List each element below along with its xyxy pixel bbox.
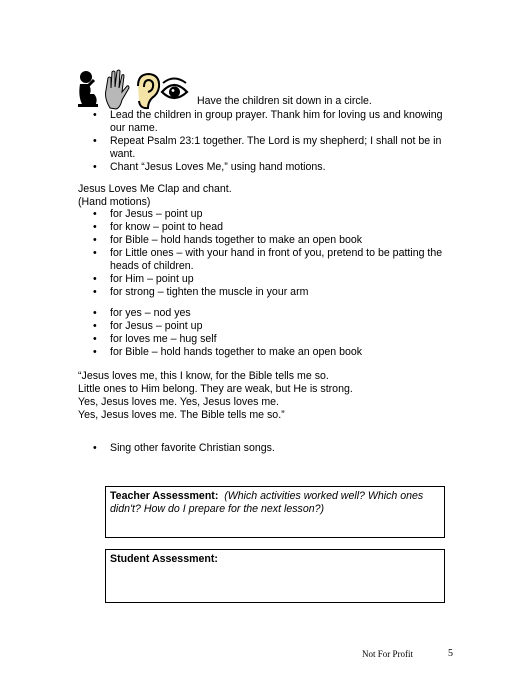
list-item: • Repeat Psalm 23:1 together. The Lord is my shepherd; I shall not be in want. bbox=[93, 135, 453, 161]
hand-motions-list-2 bbox=[93, 307, 453, 359]
heading-text: Jesus Loves Me Clap and chant. bbox=[78, 183, 232, 195]
footer-note: Not For Profit bbox=[362, 649, 414, 659]
list-item: • Chant “Jesus Loves Me,” using hand motions. bbox=[93, 161, 453, 174]
list-item: • for yes – nod yes bbox=[93, 307, 453, 320]
list-item: • for Him – point up bbox=[93, 273, 453, 286]
subheading-text: (Hand motions) bbox=[78, 196, 151, 208]
lyric-line: Yes, Jesus loves me. The Bible tells me so.” bbox=[78, 409, 285, 421]
closing-bullets bbox=[93, 442, 453, 455]
list-item: • for Little ones – with your hand in front of you, pretend to be patting the heads of children. bbox=[93, 247, 453, 273]
ear-icon bbox=[138, 74, 159, 108]
song-lyrics bbox=[78, 370, 458, 422]
list-item: • for Jesus – point up bbox=[93, 320, 453, 333]
activity-icons bbox=[76, 68, 188, 110]
student-assessment-box[interactable] bbox=[105, 549, 445, 603]
list-item: • for know – point to head bbox=[93, 221, 453, 234]
student-assessment-label: Student Assessment: bbox=[110, 553, 218, 565]
intro-instruction: Have the children sit down in a circle. bbox=[197, 95, 372, 107]
lyric-line: “Jesus loves me, this I know, for the Bible tells me so. bbox=[78, 370, 329, 382]
eye-icon bbox=[162, 79, 187, 99]
list-item: • for Bible – hold hands together to make an open book bbox=[93, 234, 453, 247]
hand-icon bbox=[106, 70, 130, 109]
page-number: 5 bbox=[448, 648, 453, 659]
list-item: • Sing other favorite Christian songs. bbox=[93, 442, 453, 455]
praying-child-icon bbox=[78, 71, 98, 107]
lyric-line: Little ones to Him belong. They are weak, but He is strong. bbox=[78, 383, 353, 395]
hand-motions-list-1 bbox=[93, 208, 453, 299]
list-item: • Lead the children in group prayer. Thank him for loving us and knowing our name. bbox=[93, 109, 453, 135]
intro-bullets bbox=[93, 109, 453, 174]
lyric-line: Yes, Jesus loves me. Yes, Jesus loves me. bbox=[78, 396, 279, 408]
list-item: • for loves me – hug self bbox=[93, 333, 453, 346]
list-item: • for Bible – hold hands together to make an open book bbox=[93, 346, 453, 359]
list-item: • for Jesus – point up bbox=[93, 208, 453, 221]
icon-strip bbox=[76, 68, 188, 110]
teacher-assessment-label: Teacher Assessment: bbox=[110, 490, 219, 502]
teacher-assessment-box[interactable] bbox=[105, 486, 445, 538]
jesus-loves-me-heading bbox=[78, 183, 232, 209]
list-item: • for strong – tighten the muscle in your arm bbox=[93, 286, 453, 299]
teacher-assessment-prompt: (Which activities worked well? Which ones didn't? How do I prepare for the next lesson?) bbox=[110, 490, 424, 515]
page-footer bbox=[340, 640, 532, 659]
